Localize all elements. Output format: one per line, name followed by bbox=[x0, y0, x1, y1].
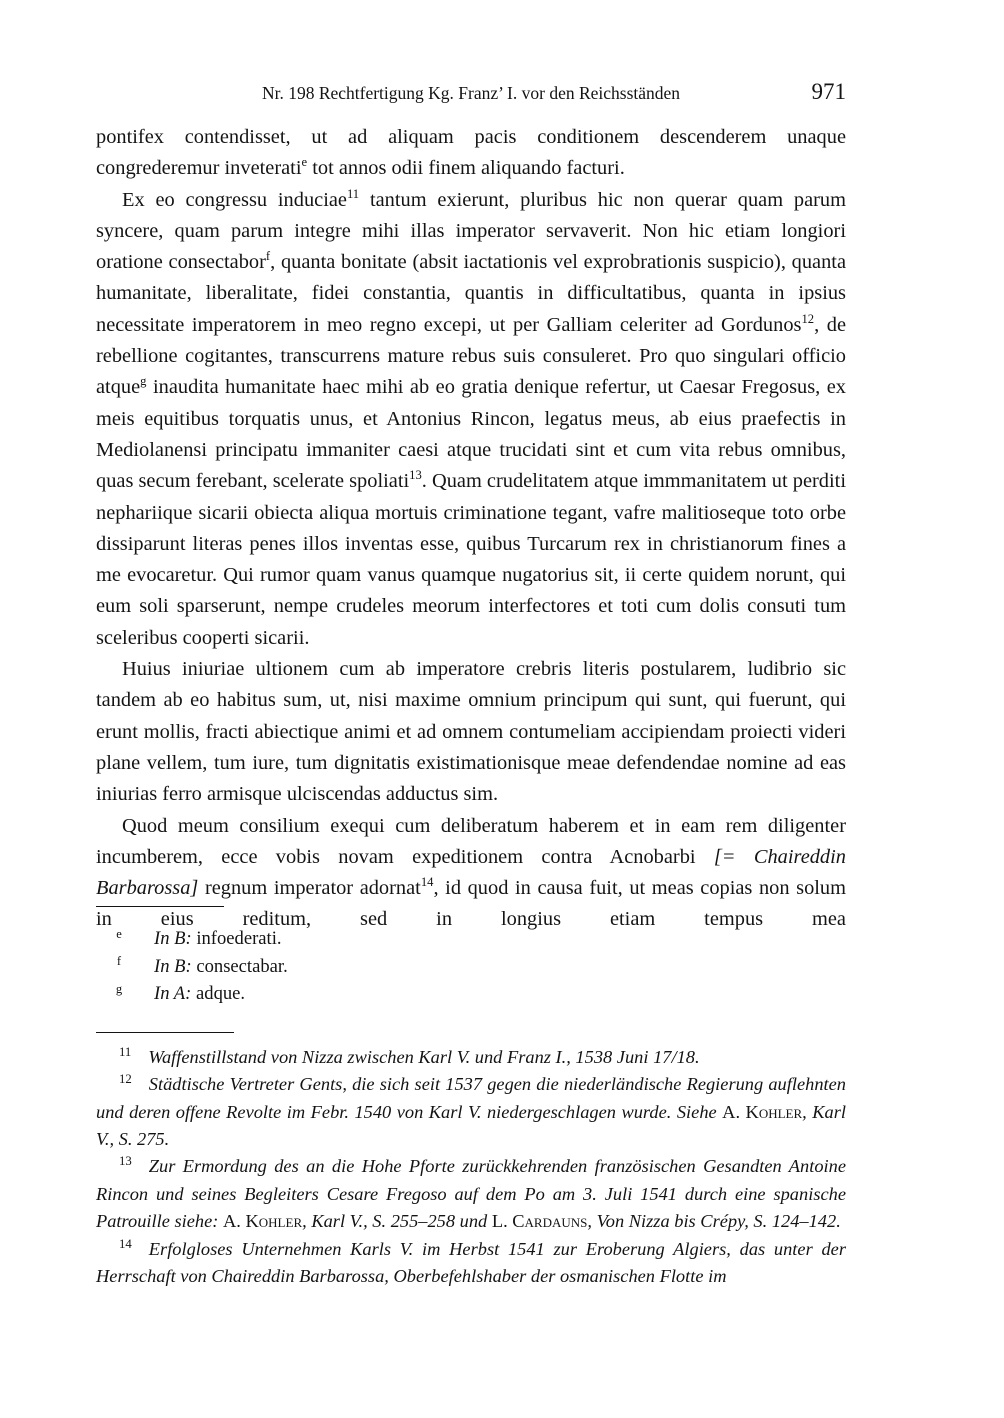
paragraph-text: pontifex contendisset, ut ad aliquam pacis conditionem descenderem unaque congrederemur inveterati bbox=[96, 126, 846, 180]
footnote-text-smallcaps: Kohler bbox=[745, 1101, 803, 1122]
page-number: 971 bbox=[811, 79, 846, 104]
paragraph-text-cont: inaudita humanitate haec mihi ab eo gratia denique refertur, ut Caesar Fregosus, ex meis equitibus torquatis unus, et Antonius Rincon, legatus meus, ab eius praefectis in Mediolanensi principatu immaniter caesi atque trucidati sint et cum vita rebus omnibus, quas secum ferebant, scelerate spoliati bbox=[96, 376, 846, 493]
footnote-number-11: 11 bbox=[119, 1044, 132, 1059]
footnote-spacer bbox=[96, 1033, 846, 1044]
paragraph-text-cont: tot annos odii finem aliquando facturi. bbox=[307, 157, 625, 180]
apparatus-siglum: e bbox=[116, 926, 122, 941]
notes-area bbox=[96, 906, 846, 1290]
footnote-marker-12[interactable]: 12 bbox=[801, 311, 815, 326]
notes-divider-spacer bbox=[96, 1008, 846, 1032]
footnote-text-italic: Waffenstillstand von Nizza zwischen Karl V. und Franz I., 1538 Juni 17/18. bbox=[148, 1046, 700, 1067]
footnote-text-italic: , Karl V., S. 275. bbox=[96, 1101, 846, 1149]
paragraph-text-cont: tantum exierunt, pluribus hic non querar quam parum syncere, quam parum integre mihi illas imperator servaverit. Non hic etiam longiori oratione consectabor bbox=[96, 188, 846, 274]
apparatus-reading: adque. bbox=[196, 983, 246, 1005]
apparatus-marker-g: g bbox=[140, 374, 147, 389]
body-text bbox=[96, 122, 846, 936]
footnote-item-14 bbox=[96, 1236, 846, 1291]
paragraph-text: Quod meum consilium exequi cum deliberatum haberem et in eam rem diligenter incumberem, ecce vobis novam expeditionem contra Acnobarbi bbox=[96, 814, 846, 868]
apparatus-marker-f: f bbox=[265, 249, 271, 264]
apparatus-reading: consectabar. bbox=[196, 955, 288, 977]
footnote-marker-14[interactable]: 14 bbox=[420, 875, 434, 890]
footnote-marker-13[interactable]: 13 bbox=[409, 468, 422, 483]
paragraph-text-cont: , de rebellione cogitantes, transcurrens mature rebus suis consuleret. Pro quo singulari officio atque bbox=[96, 313, 846, 399]
footnote-item-13 bbox=[96, 1153, 846, 1235]
critical-apparatus-list bbox=[96, 925, 846, 1008]
paragraph-text: Huius iniuriae ultionem cum ab imperatore crebris literis postularem, ludibrio sic tandem ab eo habitus sum, ut, nisi maxime omnium principum qui sunt, qui fuerunt, qui erunt mollis, fracti abiectique animi et ad omnem contumeliam accipiendam proiecti videri plane vellem, tum iure, tum dignitatis existimationisque meae defendendae nomine ad eas iniurias ferro armisque ulciscendas adductus sim. bbox=[96, 658, 846, 806]
footnote-number-14: 14 bbox=[119, 1236, 132, 1251]
apparatus-entry-g bbox=[96, 980, 846, 1008]
footnote-item-12 bbox=[96, 1071, 846, 1153]
footnote-text-smallcaps: Cardauns bbox=[512, 1211, 588, 1232]
footnote-marker-11[interactable]: 11 bbox=[346, 186, 360, 201]
apparatus-entry-f bbox=[96, 953, 846, 981]
apparatus-source: In B: bbox=[154, 955, 192, 977]
footnote-text-smallcaps: Kohler bbox=[245, 1211, 303, 1232]
apparatus-source: In A: bbox=[154, 983, 192, 1005]
apparatus-siglum: f bbox=[116, 954, 122, 969]
paragraph-ex-eo-congressu bbox=[96, 185, 846, 654]
apparatus-spacer bbox=[96, 907, 846, 925]
paragraph-text-cont: , id quod in causa fuit, ut meas copias non solum in eius reditum, sed in longius etiam tempus mea bbox=[96, 877, 846, 931]
apparatus-siglum: g bbox=[115, 981, 123, 996]
footnote-item-11 bbox=[96, 1044, 846, 1071]
footnote-number-13: 13 bbox=[119, 1154, 132, 1169]
paragraph-text: Ex eo congressu induciae bbox=[122, 188, 347, 211]
footnote-number-12: 12 bbox=[119, 1072, 132, 1087]
apparatus-reading: infoederati. bbox=[196, 928, 282, 949]
running-header bbox=[96, 80, 846, 106]
footnote-text-italic: , Von Nizza bis Crépy, S. 124–142. bbox=[587, 1211, 841, 1232]
paragraph-text-cont: regnum imperator adornat bbox=[198, 877, 421, 900]
paragraph-huius-iniuriae bbox=[96, 654, 846, 810]
footnote-text-italic: Erfolgloses Unternehmen Karls V. im Herbst 1541 zur Eroberung Algiers, das unter der Herrschaft von Chaireddin Barbarossa, Oberbefehlshaber der osmanischen Flotte im bbox=[96, 1238, 846, 1287]
page-content bbox=[96, 0, 846, 1418]
footnote-text-roman: L. bbox=[491, 1211, 513, 1232]
paragraph-text-cont: . Quam crudelitatem atque immmanitatem ut perditi nephariique sicarii obiecta aliqua mortuis criminatione tegant, vafre malitioseque toto orbe dissiparunt literas penes illos inventas esse, quibus Turcarum rex in christianorum fines a me evocaretur. Qui rumor quam vanus quamque nugatorius sit, ii certe quidem norunt, qui eum soli sparserunt, nempe crudeles meorum interfectores et toti cum dolis consuti tum sceleribus cooperti sicarii. bbox=[96, 470, 846, 649]
footnote-list bbox=[96, 1044, 846, 1291]
apparatus-entry-e bbox=[96, 925, 846, 953]
footnote-text-italic: , Karl V., S. 255–258 und bbox=[302, 1211, 492, 1232]
footnote-text-roman: A. bbox=[223, 1211, 246, 1232]
footnote-text-italic: Zur Ermordung des an die Hohe Pforte zurückkehrenden französischen Gesandten Antoine Rincon und seines Begleiters Cesare Fregoso auf dem Po am 3. Juli 1541 durch eine spanische Patrouille siehe: bbox=[96, 1156, 846, 1232]
apparatus-marker-e: e bbox=[301, 155, 308, 170]
apparatus-source: In B: bbox=[154, 928, 192, 949]
running-header-title: Nr. 198 Rechtfertigung Kg. Franz’ I. vor den Reichsständen bbox=[261, 83, 681, 103]
footnote-text-roman: A. bbox=[722, 1101, 746, 1122]
footnote-text-italic: Städtische Vertreter Gents, die sich seit 1537 gegen die niederländische Regierung auflehnten und deren offene Revolte im Febr. 1540 von Karl V. niedergeschlagen wurde. Siehe bbox=[96, 1074, 846, 1122]
paragraph-text-cont: , quanta bonitate (absit iactationis vel exprobrationis suspicio), quanta humanitate, liberalitate, fidei constantia, quantis in difficultatibus, quanta in ipsius necessitate imperatorem in meo regno excepi, ut per Galliam celeriter ad Gordunos bbox=[96, 251, 846, 336]
editorial-insertion: [= Chaireddin Barbarossa] bbox=[96, 845, 846, 900]
paragraph-pontifex bbox=[96, 122, 846, 185]
